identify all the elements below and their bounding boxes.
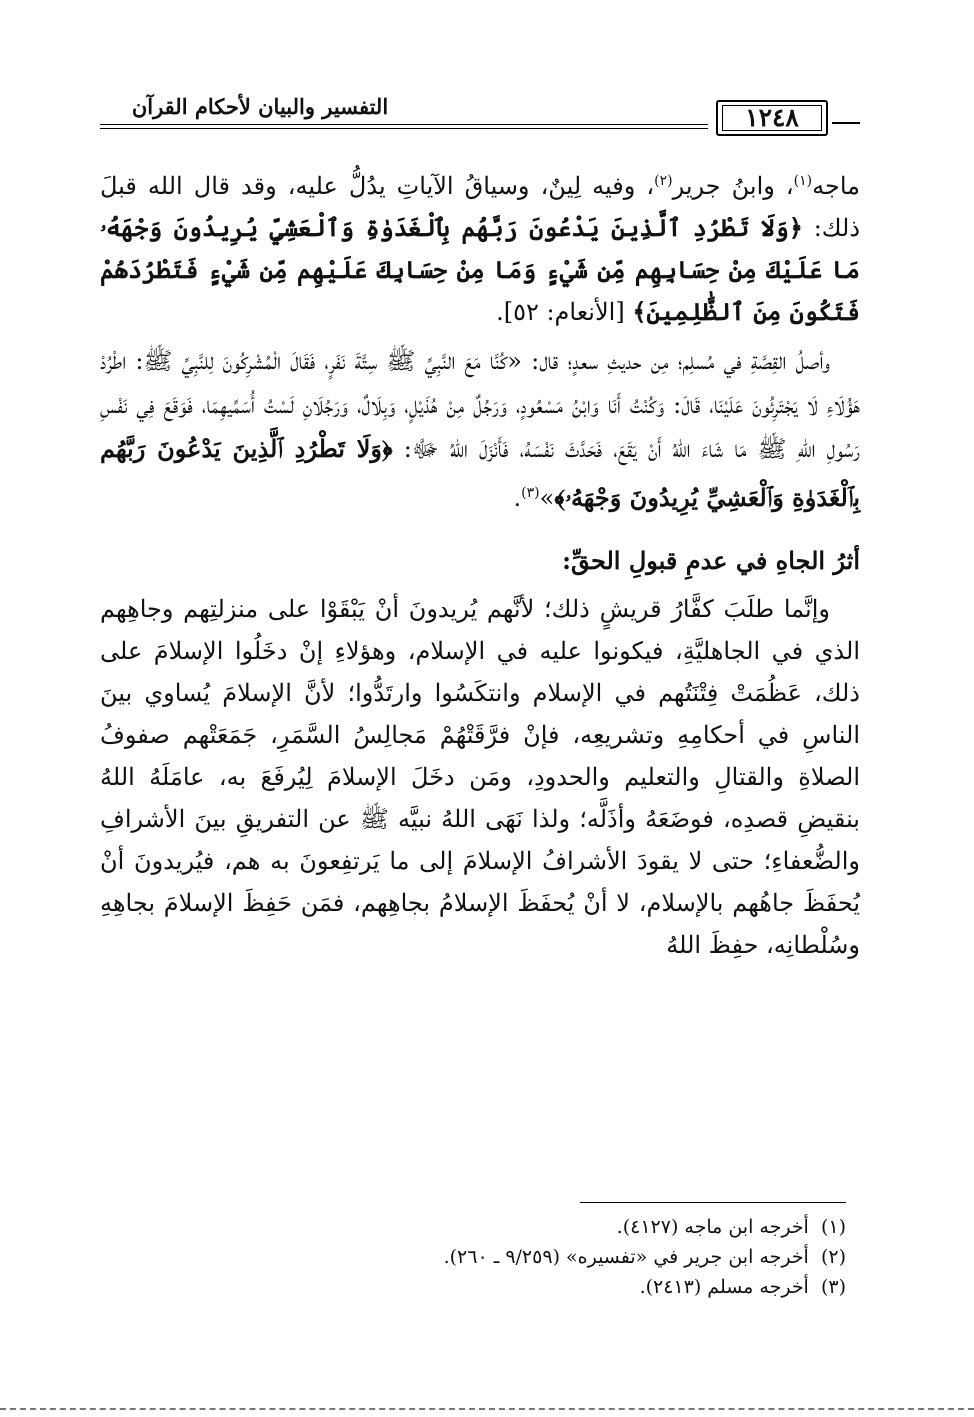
paragraph-1 [100, 160, 860, 333]
text-run: ، وابنُ جرير [672, 172, 794, 200]
text-run: ماجه [812, 172, 860, 200]
footnote-ref-3[interactable]: (٣) [521, 485, 540, 501]
main-text [100, 160, 860, 978]
footnote-2 [100, 1242, 846, 1272]
footnotes [100, 1212, 846, 1302]
footnote-1 [100, 1212, 846, 1242]
footnote-text: أخرجه ابن جرير في «تفسيره» (٩/٢٥٩ ـ ٢٦٠). [443, 1246, 809, 1268]
footnote-text: أخرجه ابن ماجه (٤١٢٧). [616, 1216, 809, 1238]
header-rule [100, 124, 708, 125]
scan-edge [0, 1408, 974, 1410]
page-number: ١٢٤٨ [716, 100, 828, 136]
footnote-ref-1[interactable]: (١) [793, 173, 813, 189]
footnote-number: (٣) [820, 1276, 846, 1298]
quran-verse: ﴿وَلَا تَطْرُدِ ٱلَّذِينَ يَدْعُونَ رَبَّهُم بِٱلْغَدَوٰةِ وَٱلْعَشِيِّ يُرِيدُونَ وَجْهَهُۥ مَا عَلَيْكَ مِنْ حِسَابِهِم مِّن شَيْءٍ وَمَا مِنْ حِسَابِكَ عَلَيْهِم مِّن شَيْءٍ فَتَطْرُدَهُمْ فَتَكُونَ مِنَ ٱلظَّٰلِمِينَ﴾ [100, 213, 860, 326]
footnote-number: (١) [820, 1216, 846, 1238]
text-run: ، وفيه لِينٌ، وسياقُ الآياتِ يدُلُّ عليه، وقد قال الله قبلَ ذلك: [100, 172, 861, 242]
footnote-ref-2[interactable]: (٢) [654, 173, 673, 189]
quote-close: » [539, 484, 555, 512]
paragraph-3: وإنَّما طلَبَ كفَّارُ قريشٍ ذلك؛ لأنَّهم يُريدونَ أنْ يَبْقَوْا على منزلتِهم وجاهِهم الذي في الجاهليَّةِ، فيكونوا عليه في الإسلام، وهؤلاءِ إنْ دخَلُوا الإسلامَ على ذلك، عَظُمَتْ فِتْنَتُهم في الإسلام وانتكَسُوا وارتَدُّوا؛ لأنَّ الإسلامَ يُساوي بينَ الناسِ في أحكامِهِ وتشريعِه، فإنْ فرَّقَتْهُمْ مَجالِسُ السَّمَرِ، جَمَعَتْهم صفوفُ الصلاةِ والقتالِ والتعليم والحدودِ، ومَن دخَلَ الإسلامَ لِيُرفَعَ به، عامَلَهُ اللهُ بنقيضِ قصدِه، فوضَعَهُ وأذَلَّه؛ ولذا نَهَى اللهُ نبيَّه ﷺ عن التفريقِ بينَ الأشرافِ والضُّعفاءِ؛ حتى لا يقودَ الأشرافُ الإسلامَ إلى ما يَرتفِعونَ به هم، فيُريدونَ أنْ يُحفَظَ جاهُهم بالإسلام، لا أنْ يُحفَظَ الإسلامُ بجاهِهم، فمَن حَفِظَ الإسلامَ بجاهِهِ وسُلْطانِه، حفِظَ اللهُ [100, 595, 861, 959]
footnote-3 [100, 1272, 846, 1302]
header-rule-double [100, 128, 708, 129]
period: . [513, 484, 522, 512]
footnote-separator [580, 1202, 846, 1203]
running-title: التفسير والبيان لأحكام القرآن [131, 94, 389, 119]
page-header [100, 92, 860, 144]
footnote-number: (٢) [820, 1246, 846, 1268]
paragraph-2 [100, 339, 860, 520]
section-heading: أثرُ الجاهِ في عدمِ قبولِ الحقِّ: [562, 546, 860, 575]
verse-reference: [الأنعام: ٥٢]. [496, 298, 633, 326]
header-rule-right [832, 122, 860, 124]
quran-verse-2: ﴿وَلَا تَطْرُدِ ٱلَّذِينَ يَدْعُونَ رَبَّهُم بِٱلْغَدَوٰةِ وَٱلْعَشِيِّ يُرِيدُونَ وَجْهَهُۥ﴾ [100, 434, 860, 512]
hadith-text: وأصلُ القِصَّةِ في مُسلِم؛ مِن حديثِ سعدٍ؛ قال: «كُنَّا مَعَ النَّبِيِّ ﷺ سِتَّةَ نَفَرٍ، فَقَالَ الْمُشْرِكُونَ لِلنَّبِيِّ ﷺ: اطْرُدْ هَؤُلَاءِ لَا يَجْتَرِئُونَ عَلَيْنَا، قَالَ: وَكُنْتُ أَنَا وَابْنُ مَسْعُودٍ، وَرَجُلٌ مِنْ هُذَيْلٍ، وَبِلَالٌ، وَرَجُلَانِ لَسْتُ أُسَمِّيهِمَا، فَوَقَعَ فِي نَفْسِ رَسُولِ اللهِ ﷺ مَا شَاءَ اللهُ أَنْ يَقَعَ، فَحَدَّثَ نَفْسَهُ، فَأَنْزَلَ اللهُ ﷻ: [100, 347, 860, 463]
footnote-text: أخرجه مسلم (٢٤١٣). [639, 1276, 809, 1298]
